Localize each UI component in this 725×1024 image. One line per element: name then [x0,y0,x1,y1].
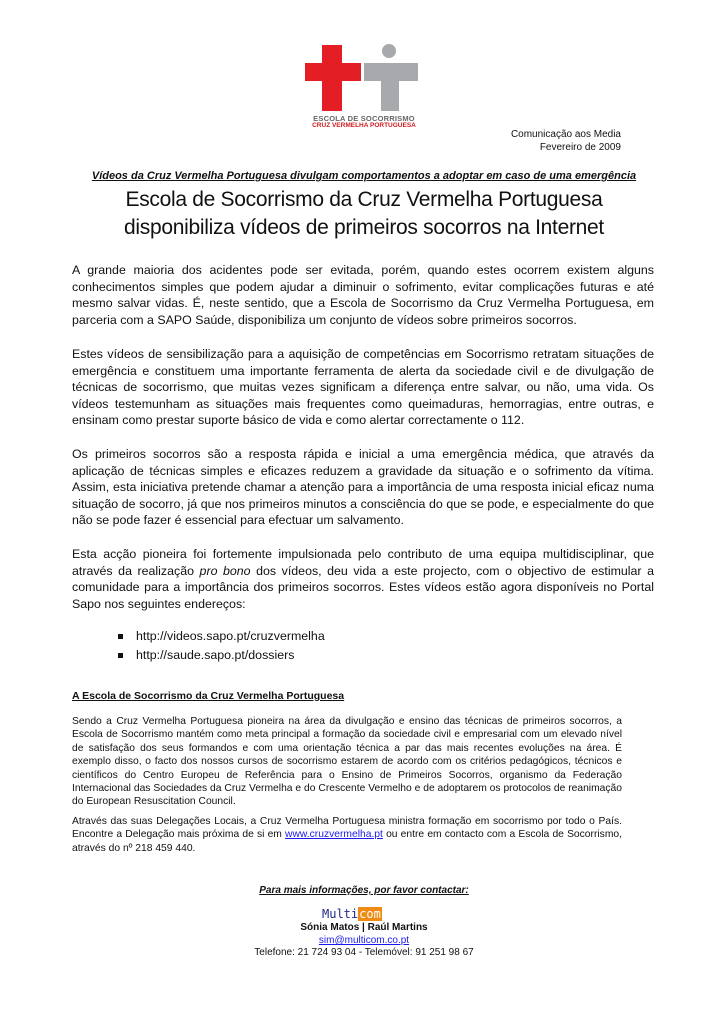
grey-figure-body [381,81,399,111]
grey-figure-head [382,44,396,58]
s2-before: Através das suas Delegações Locais, a Cruz Vermelha Portuguesa ministra formação em socorrismo por todo o País. Encontre a Delegação mais próxima de si em [72,816,622,841]
red-cross-horizontal [305,63,361,81]
document-meta [511,128,621,154]
meta-type: Comunicação aos Media [510,129,621,140]
page-title [72,186,656,242]
contact-email-link[interactable]: sim@multicom.co.pt [318,935,410,946]
title-line-1: Escola de Socorrismo da Cruz Vermelha Portuguesa [125,188,603,211]
video-links-list [118,627,325,665]
contact-heading: Para mais informações, por favor contactar: [259,885,469,896]
paragraph-text [72,546,654,612]
video-link-2[interactable]: http://saude.sapo.pt/dossiers [136,648,295,662]
subheadline: Vídeos da Cruz Vermelha Portuguesa divulgam comportamentos a adoptar em caso de uma emergência [91,170,637,182]
multicom-logo [322,908,382,921]
body-paragraph-2 [72,346,654,429]
meta-date: Fevereiro de 2009 [539,142,621,153]
multicom-logo-part1: Multi [322,907,359,921]
video-link-1[interactable]: http://videos.sapo.pt/cruzvermelha [136,629,325,643]
paragraph-text: Os primeiros socorros são a resposta rápida e inicial a uma emergência médica, que através da aplicação de técnicas simples e eficazes reduzem a gravidade da situação e o sofrimento da vítima. Assim, esta iniciativa pretende chamar a atenção para a importância de uma resposta inicial eficaz numa situação de socorro, já que nos primeiros minutos a consciência do que se pode, e especialmente do que não se pode fazer é essencial para efectuar um salvamento. [72,447,654,528]
body-paragraph-4 [72,546,654,612]
p4-before: Esta acção pioneira foi fortemente impulsionada pelo contributo de uma equipa multidisciplinar, que através da realização [72,547,654,578]
bullet-icon [118,634,123,639]
list-item [118,627,325,646]
multicom-logo-part2: com [359,907,381,921]
s2-after: ou entre em contacto com a Escola de Socorrismo, através do nº 218 459 440. [72,829,622,854]
p4-after: dos vídeos, deu vida a este projecto, com o objectivo de estimular a comunidade para a importância dos primeiros socorros. Estes vídeos estão agora disponíveis no Portal Sapo nos seguintes endereços: [72,563,654,611]
cruzvermelha-link[interactable]: www.cruzvermelha.pt [285,829,383,841]
section-paragraph-1 [72,715,622,809]
contact-names: Sónia Matos | Raúl Martins [300,922,428,933]
paragraph-text: Sendo a Cruz Vermelha Portuguesa pioneira na área da divulgação e ensino das técnicas de primeiros socorros, a Escola de Socorrismo mantém como meta principal a formação da sociedade civil e empresarial com um elevado nível de satisfação dos seus formandos e com uma orientação técnica a par das mais recentes evoluções na área. É exemplo disso, o facto dos nossos cursos de socorrismo estarem de acordo com os critérios pedagógicos, técnicos e científicos do Centro Europeu de Referência para o Ensino de Primeiros Socorros, organismo da Federação Internacional das Sociedades da Cruz Vermelha e do Crescente Vermelho e de adoptarem os protocolos de reanimação do European Resuscitation Council. [72,716,622,808]
p4-italic: pro bono [199,563,251,578]
section-title: A Escola de Socorrismo da Cruz Vermelha Portuguesa [72,690,345,702]
section-paragraph-2 [72,815,622,855]
body-paragraph-1 [72,262,654,328]
bullet-icon [118,653,123,658]
body-paragraph-3 [72,446,654,529]
contact-email-row [72,935,656,948]
logo-text-organization: CRUZ VERMELHA PORTUGUESA [312,122,416,129]
list-item [118,646,325,665]
title-line-2: disponibiliza vídeos de primeiros socorros na Internet [124,216,604,239]
contact-phones: Telefone: 21 724 93 04 - Telemóvel: 91 251 98 67 [254,947,474,958]
paragraph-text: Estes vídeos de sensibilização para a aquisição de competências em Socorrismo retratam situações de emergência e constituem uma importante ferramenta de alerta da sociedade civil e de divulgação de técnicas de socorrismo, que muitas vezes significam a diferença entre salvar, ou não, uma vida. Os vídeos testemunham as situações mais frequentes como queimaduras, hemorragias, entre outras, e ensinam como prestar suporte básico de vida e como alertar correctamente o 112. [72,347,654,428]
logo-text-school: ESCOLA DE SOCORRISMO [313,114,415,123]
grey-figure-arms [364,63,418,81]
paragraph-text: A grande maioria dos acidentes pode ser evitada, porém, quando estes ocorrem existem alguns conhecimentos simples que podem ajudar a diminuir o sofrimento, evitar complicações futuras e até mesmo salvar vidas. É, neste sentido, que a Escola de Socorrismo da Cruz Vermelha Portuguesa, em parceria com a SAPO Saúde, disponibiliza um conjunto de vídeos sobre primeiros socorros. [72,263,654,327]
paragraph-text [72,815,622,855]
